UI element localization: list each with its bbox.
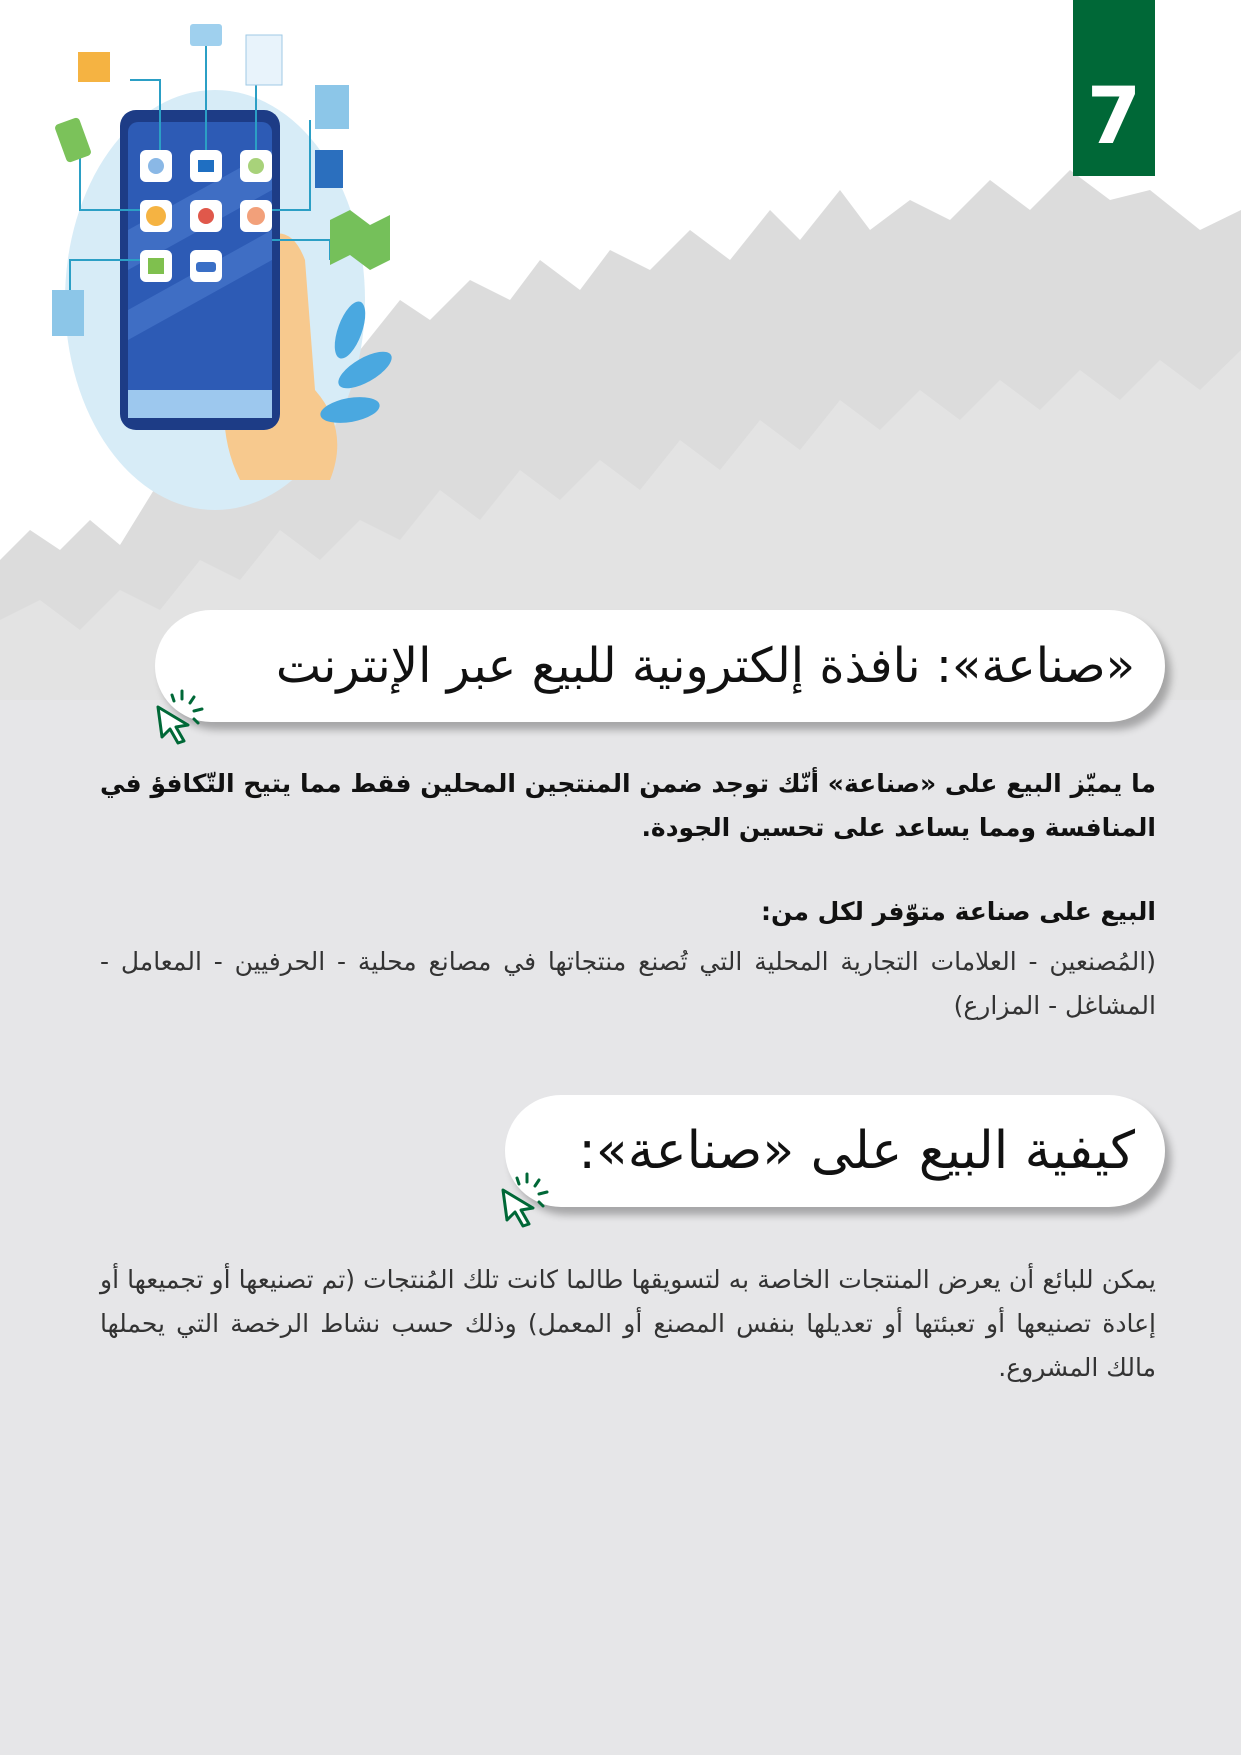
- section2-title: كيفية البيع على «صناعة»:: [578, 1121, 1135, 1181]
- section1-list-text: (المُصنعين - العلامات التجارية المحلية التي تُصنع منتجاتها في مصانع محلية - الحرفيين - المعامل - المشاغل - المزارع): [100, 947, 1156, 1020]
- cursor-click-icon: [495, 1168, 557, 1230]
- section2-title-pill: [505, 1095, 1165, 1207]
- page-number-badge: [1073, 0, 1155, 176]
- section1-title-pill: [155, 610, 1165, 722]
- section1-title: «صناعة»: نافذة إلكترونية للبيع عبر الإنترنت: [275, 638, 1135, 694]
- page-number: 7: [1086, 72, 1142, 162]
- smartphone-illustration: [50, 10, 410, 540]
- section1-paragraph: ما يميّز البيع على «صناعة» أنّك توجد ضمن المنتجين المحلين فقط مما يتيح التّكافؤ في المنافسة ومما يساعد على تحسين الجودة.: [100, 769, 1156, 842]
- section1-list-heading: البيع على صناعة متوّفر لكل من:: [760, 897, 1156, 926]
- cursor-click-icon: [150, 685, 212, 747]
- section2-paragraph: يمكن للبائع أن يعرض المنتجات الخاصة به لتسويقها طالما كانت تلك المُنتجات (تم تصنيعها أو تجميعها أو إعادة تصنيعها أو تعبئتها أو تعديلها بنفس المصنع أو المعمل) وذلك حسب نشاط الرخصة التي يحملها مالك المشروع.: [100, 1265, 1156, 1382]
